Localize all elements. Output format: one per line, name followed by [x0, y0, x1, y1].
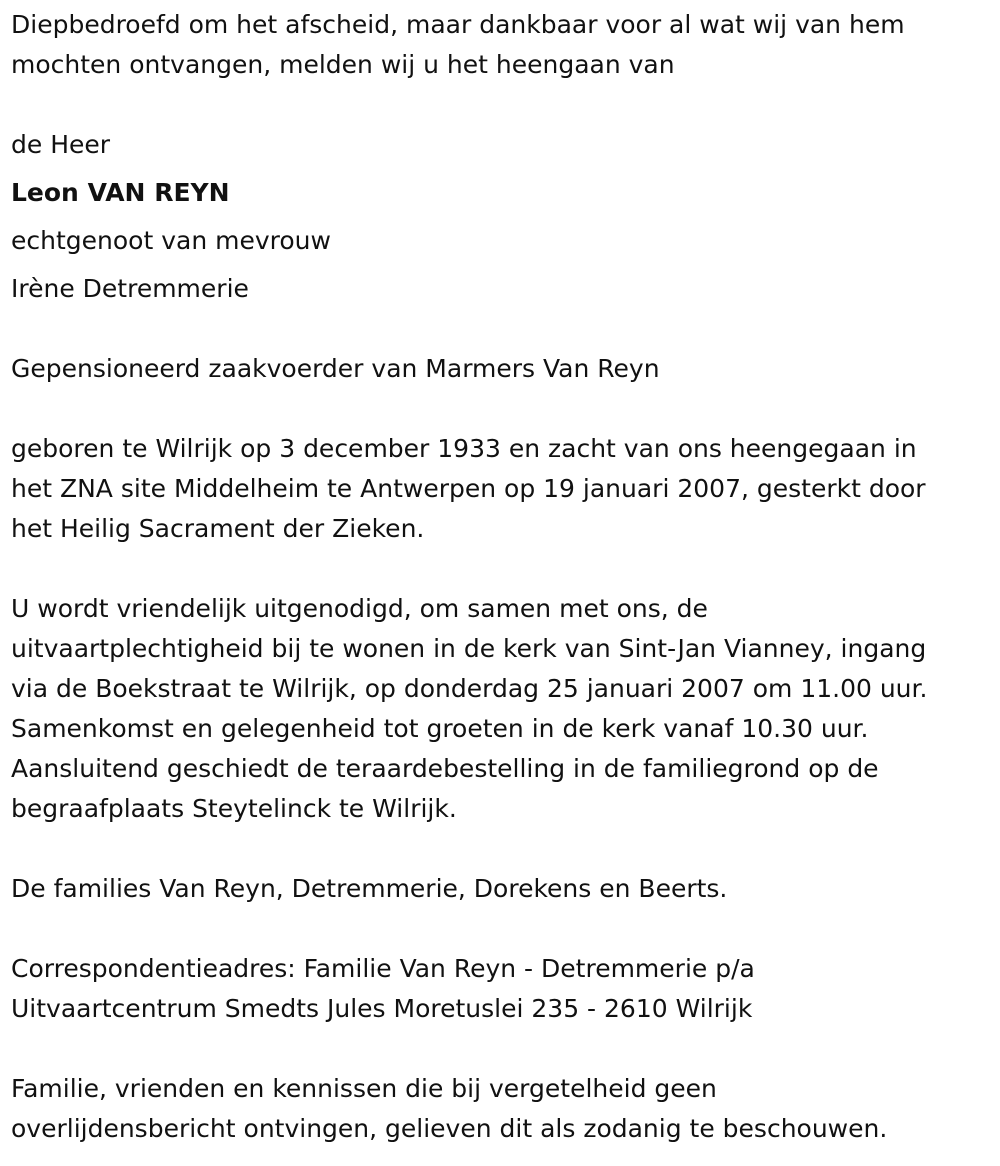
salutation: de Heer	[11, 130, 111, 159]
invitation-line-6: begraafplaats Steytelinck te Wilrijk.	[11, 794, 457, 823]
families-line: De families Van Reyn, Detremmerie, Dorekens en Beerts.	[11, 874, 728, 903]
closing-line-1: Familie, vrienden en kennissen die bij vergetelheid geen	[11, 1074, 717, 1103]
invitation-line-1: U wordt vriendelijk uitgenodigd, om samen met ons, de	[11, 594, 708, 623]
invitation-line-5: Aansluitend geschiedt de teraardebestelling in de familiegrond op de	[11, 754, 879, 783]
birth-death-line-2: het ZNA site Middelheim te Antwerpen op 19 januari 2007, gesterkt door	[11, 474, 926, 503]
deceased-name: Leon VAN REYN	[11, 178, 230, 207]
birth-death-line-3: het Heilig Sacrament der Zieken.	[11, 514, 425, 543]
invitation-line-2: uitvaartplechtigheid bij te wonen in de kerk van Sint-Jan Vianney, ingang	[11, 634, 927, 663]
correspondence-line-1: Correspondentieadres: Familie Van Reyn - Detremmerie p/a	[11, 954, 755, 983]
spouse-line-1: echtgenoot van mevrouw	[11, 226, 331, 255]
spouse-line-2: Irène Detremmerie	[11, 274, 249, 303]
closing-line-2: overlijdensbericht ontvingen, gelieven dit als zodanig te beschouwen.	[11, 1114, 888, 1143]
intro-line-2: mochten ontvangen, melden wij u het heengaan van	[11, 50, 675, 79]
invitation-line-3: via de Boekstraat te Wilrijk, op donderdag 25 januari 2007 om 11.00 uur.	[11, 674, 928, 703]
correspondence-line-2: Uitvaartcentrum Smedts Jules Moretuslei 235 - 2610 Wilrijk	[11, 994, 753, 1023]
occupation: Gepensioneerd zaakvoerder van Marmers Van Reyn	[11, 354, 660, 383]
intro-line-1: Diepbedroefd om het afscheid, maar dankbaar voor al wat wij van hem	[11, 10, 905, 39]
birth-death-line-1: geboren te Wilrijk op 3 december 1933 en zacht van ons heengegaan in	[11, 434, 917, 463]
invitation-line-4: Samenkomst en gelegenheid tot groeten in de kerk vanaf 10.30 uur.	[11, 714, 869, 743]
